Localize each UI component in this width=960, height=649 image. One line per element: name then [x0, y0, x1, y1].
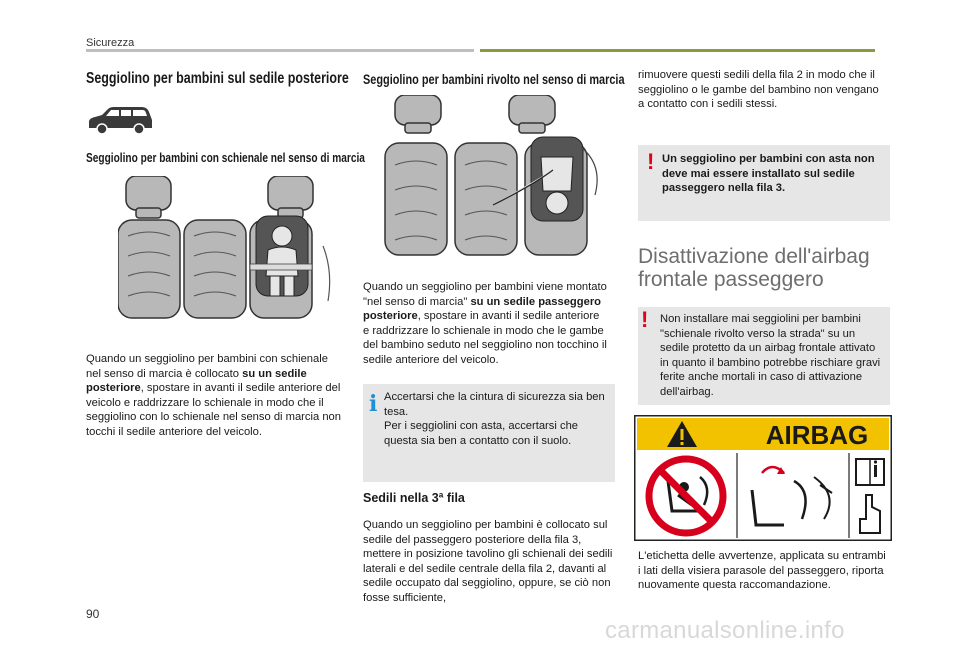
- section-header: Sicurezza: [86, 37, 135, 49]
- warning-icon: !: [647, 149, 655, 174]
- col2-paragraph-bold: su un sedile passeggero posteriore: [363, 295, 602, 323]
- section-title-line-1: Disattivazione dell'airbag: [638, 245, 870, 268]
- col1-paragraph-start: Quando un seggiolino per bambini con schienale nel senso di marcia è collocato: [86, 353, 328, 380]
- forward-facing-seat-illustration: [383, 95, 608, 258]
- warning-text-2: Non installare mai seggiolini per bambini "schienale rivolto verso la strada" su un sedile protetto da un airbag frontale attivato in quanto il bambino potrebbe rischiare gravi ferite anche mortali in caso di attivazione dell'airbag.: [660, 313, 881, 398]
- info-line-1: Accertarsi che la cintura di sicurezza sia ben tesa.: [384, 391, 605, 418]
- car-icon: [86, 104, 156, 136]
- section-title-line-2: frontale passeggero: [638, 268, 824, 291]
- col1-paragraph-end: , spostare in avanti il sedile anteriore del veicolo e raddrizzare lo schienale in modo che il seggiolino con lo schienale nel senso di marcia non tocchi il sedile anteriore del veicolo.: [86, 382, 341, 438]
- col2-paragraph-start: Quando un seggiolino per bambini viene montato "nel senso di marcia": [363, 281, 607, 308]
- col3-continuation: rimuovere questi sedili della fila 2 in modo che il seggiolino o le gambe del bambino non vengano a contatto con i sedili stessi.: [638, 69, 879, 111]
- section-title: [638, 245, 898, 291]
- header-divider-gray: [86, 49, 474, 52]
- col1-paragraph-bold: su un sedile posteriore: [86, 367, 307, 395]
- airbag-label-text: AIRBAG: [765, 420, 869, 450]
- col2-paragraph-end: , spostare in avanti il sedile anteriore e raddrizzare lo schienale in modo che le gambe del bambino seduto nel seggiolino non tocchino il sedile anteriore del veicolo.: [363, 310, 607, 366]
- col1-subtitle: Seggiolino per bambini con schienale nel senso di marcia: [86, 150, 365, 165]
- warning-icon: !: [641, 307, 649, 332]
- label-paragraph: L'etichetta delle avvertenze, applicata su entrambi i lati della visiera parasole del passeggero, riporta nuovamente questa raccomandazione.: [638, 550, 886, 592]
- sedili-paragraph: Quando un seggiolino per bambini è collocato sul sedile del passeggero posteriore della fila 3, mettere in posizione tavolino gli schienali dei sedili laterali e del sedile centrale della fila 2, davanti al sedile occupato dal seggiolino, oppure, se ciò non fosse sufficiente,: [363, 519, 613, 604]
- no-child-seat-icon: [649, 459, 723, 533]
- col1-paragraph: [86, 352, 344, 440]
- sedili-heading: Sedili nella 3ª fila: [363, 491, 465, 505]
- col2-paragraph: [363, 280, 608, 368]
- info-line-2: Per i seggiolini con asta, accertarsi che questa sia ben a contatto con il suolo.: [384, 420, 579, 447]
- header-divider-green: [480, 49, 875, 52]
- page-number: 90: [86, 607, 100, 621]
- info-text: [384, 390, 609, 448]
- col2-title: Seggiolino per bambini rivolto nel senso di marcia: [363, 71, 625, 87]
- airbag-warning-label: [634, 415, 892, 541]
- info-icon: i: [369, 391, 378, 417]
- warning-text-1: Un seggiolino per bambini con asta non deve mai essere installato sul sedile passeggero nella fila 3.: [662, 153, 875, 195]
- col1-title: Seggiolino per bambini sul sedile posteriore: [86, 70, 349, 87]
- rear-seat-forward-illustration: [118, 176, 338, 321]
- watermark: carmanualsonline.info: [605, 617, 845, 644]
